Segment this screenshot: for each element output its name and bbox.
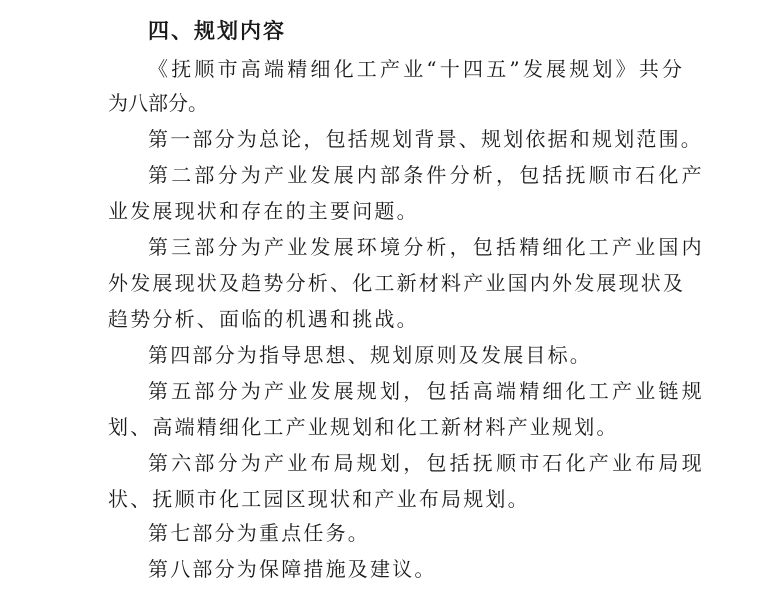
paragraph-part3-line-3: 趋势分析、面临的机遇和挑战。	[108, 307, 419, 331]
paragraph-part7-line-1: 第七部分为重点任务。	[148, 521, 370, 545]
paragraph-part8-line-1: 第八部分为保障措施及建议。	[148, 557, 437, 581]
paragraph-part5-line-2: 划、高端精细化工产业规划和化工新材料产业规划。	[108, 415, 619, 439]
paragraph-part5-line-1: 第五部分为产业发展规划，包括高端精细化工产业链规	[148, 379, 705, 403]
paragraph-part3-line-1: 第三部分为产业发展环境分析，包括精细化工产业国内	[148, 235, 705, 259]
paragraph-part4-line-1: 第四部分为指导思想、规划原则及发展目标。	[148, 343, 592, 367]
paragraph-intro-line-2: 为八部分。	[108, 91, 208, 115]
paragraph-part6-line-2: 状、抚顺市化工园区现状和产业布局规划。	[108, 487, 530, 511]
paragraph-part2-line-2: 业发展现状和存在的主要问题。	[108, 199, 419, 223]
section-heading: 四、规划内容	[148, 19, 286, 43]
paragraph-intro-line-1: 《抚顺市高端精细化工产业“十四五”发展规划》共分	[148, 57, 686, 81]
paragraph-part1-line-1: 第一部分为总论，包括规划背景、规划依据和规划范围。	[148, 127, 703, 151]
paragraph-part6-line-1: 第六部分为产业布局规划，包括抚顺市石化产业布局现	[148, 451, 705, 475]
paragraph-part3-line-2: 外发展现状及趋势分析、化工新材料产业国内外发展现状及	[108, 271, 686, 295]
paragraph-part2-line-1: 第二部分为产业发展内部条件分析，包括抚顺市石化产	[148, 163, 705, 187]
